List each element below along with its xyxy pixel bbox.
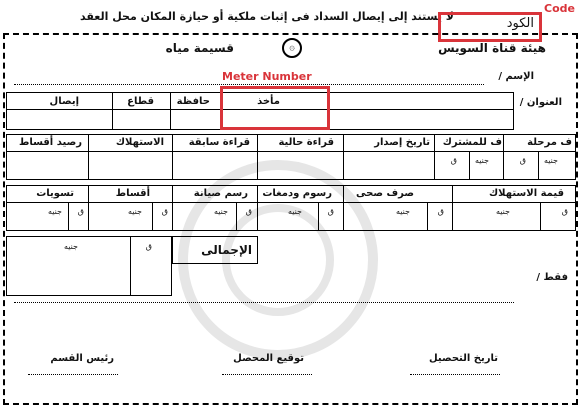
issue-date-label: تاريخ إصدار xyxy=(374,137,430,148)
row2-sub-6 xyxy=(540,202,541,231)
row1-sub-2 xyxy=(538,151,539,180)
code-field-label: الكود xyxy=(506,16,534,31)
r2c3-pound-unit: جنيه xyxy=(287,207,302,216)
fees-stamps-label: رسوم ودمغات xyxy=(262,188,332,199)
department-name: قسيمة مياه xyxy=(165,41,234,55)
row2-col-a xyxy=(88,185,89,231)
row2-sub-3 xyxy=(236,202,237,231)
collection-date-line xyxy=(410,374,500,375)
only-dotted-line xyxy=(14,302,514,303)
row2-sub-4 xyxy=(318,202,319,231)
r2c2-pound-unit: جنيه xyxy=(395,207,410,216)
total-pound-unit: جنيه xyxy=(63,242,78,251)
row1-sub-1 xyxy=(469,151,470,180)
row1-col-e xyxy=(434,134,435,180)
sanitation-label: صرف صحى xyxy=(356,188,414,199)
stage-piaster-unit: ق xyxy=(519,156,526,165)
installments-label: أقساط xyxy=(115,188,150,199)
code-annotation-label: Code xyxy=(544,2,575,15)
maintenance-fee-label: رسم صيانة xyxy=(193,188,248,199)
row1-col-d xyxy=(343,134,344,180)
dept-head-line xyxy=(28,374,118,375)
address-label: العنوان / xyxy=(519,97,562,108)
only-label: فقط / xyxy=(536,272,568,283)
r2c6-piaster-unit: ق xyxy=(77,207,84,216)
sector-label: قطاع xyxy=(127,96,154,107)
consumption-label: الاستهلاك xyxy=(115,137,164,148)
r2c5-pound-unit: جنيه xyxy=(127,207,142,216)
receipt-label: إيصال xyxy=(49,96,79,107)
r2c6-pound-unit: جنيه xyxy=(47,207,62,216)
r2c4-pound-unit: جنيه xyxy=(213,207,228,216)
emblem-icon: ۞ xyxy=(282,38,302,58)
row2-col-d xyxy=(343,185,344,231)
subscriber-label: ف للمشترك xyxy=(442,137,502,148)
stage-pound-unit: جنيه xyxy=(543,156,558,165)
org-name: هيئة قناة السويس xyxy=(438,41,546,55)
meter-highlight xyxy=(220,86,330,130)
r2c2-piaster-unit: ق xyxy=(437,207,444,216)
row2-col-c xyxy=(257,185,258,231)
collector-signature-line xyxy=(222,374,312,375)
installments-balance-label: رصيد أقساط xyxy=(18,137,82,148)
row1-col-f xyxy=(503,134,504,180)
r2c1-pound-unit: جنيه xyxy=(495,207,510,216)
row1-col-a xyxy=(88,134,89,180)
collection-date-label: تاريخ التحصيل xyxy=(428,353,498,364)
current-reading-label: قراءة حالية xyxy=(278,137,334,148)
row2-col-b xyxy=(172,185,173,231)
consumption-value-label: قيمة الاستهلاك xyxy=(488,188,564,199)
subscriber-piaster-unit: ق xyxy=(450,156,457,165)
row2-col-e xyxy=(452,185,453,231)
name-label: الإسم / xyxy=(498,71,534,82)
total-label: الإجمالى xyxy=(201,243,252,257)
meter-annotation-label: Meter Number xyxy=(222,70,312,83)
stage-label: ف مرحلة xyxy=(527,137,572,148)
address-col-2 xyxy=(170,92,171,130)
dept-head-label: رئيس القسم xyxy=(50,353,114,364)
row2-sub-5 xyxy=(427,202,428,231)
notice-text: لا يستند إلى إيصال السداد فى إثبات ملكية أو حيازة المكان محل العقد xyxy=(80,10,454,23)
row2-sub-2 xyxy=(152,202,153,231)
name-dotted-line xyxy=(14,84,484,85)
r2c4-piaster-unit: ق xyxy=(245,207,252,216)
row1-col-c xyxy=(257,134,258,180)
r2c3-piaster-unit: ق xyxy=(327,207,334,216)
previous-reading-label: قراءة سابقة xyxy=(188,137,250,148)
total-piaster-unit: ق xyxy=(145,242,152,251)
row1-divider xyxy=(6,151,576,152)
row1-col-b xyxy=(172,134,173,180)
r2c5-piaster-unit: ق xyxy=(161,207,168,216)
collector-signature-label: توقيع المحصل xyxy=(233,353,304,364)
address-col-1 xyxy=(112,92,113,130)
row2-sub-1 xyxy=(68,202,69,231)
row2-divider xyxy=(6,202,576,203)
r2c1-piaster-unit: ق xyxy=(561,207,568,216)
governorate-label: حافظة xyxy=(176,96,210,107)
settlements-label: تسويات xyxy=(36,188,74,199)
subscriber-pound-unit: جنيه xyxy=(474,156,489,165)
meter-label: مأخذ xyxy=(257,96,280,107)
total-amount-divider xyxy=(130,236,131,296)
